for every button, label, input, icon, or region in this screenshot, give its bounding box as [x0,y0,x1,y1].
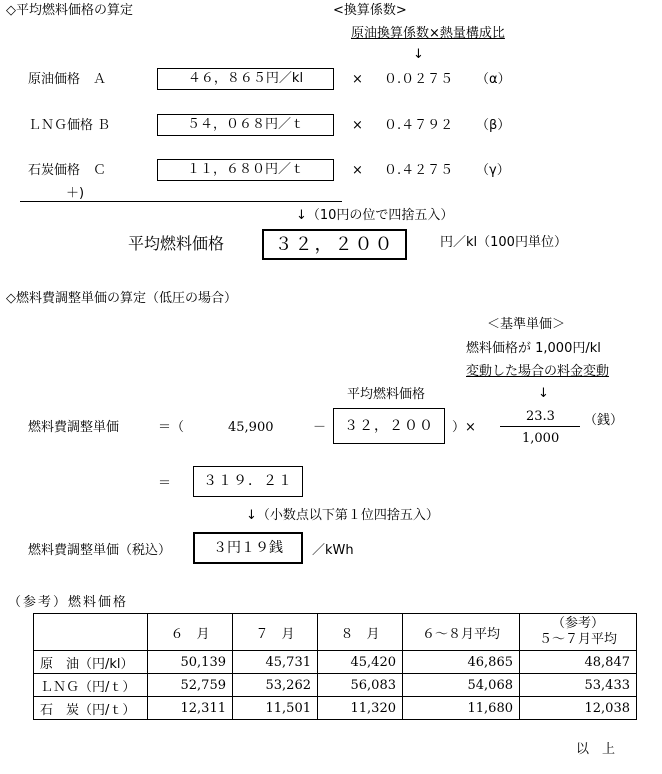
table-cell: 45,420 [318,651,403,674]
crude-price-label: 原油価格 Ａ [28,72,107,87]
average-fuel-price-unit: 円／kl（100円単位） [440,235,567,250]
reference-title: （参考）燃料価格 [8,595,129,610]
kwh-unit: ／kWh [312,543,354,558]
gamma-label: （γ） [476,163,510,178]
row-label: 原 油（円/kl） [34,651,148,674]
table-cell: 11,680 [403,697,520,720]
lng-price-label: ＬＮＧ価格 Ｂ [28,118,111,133]
down-arrow-icon: ↓ [413,47,424,62]
header-may-jul-label: ５～７月平均 [538,632,617,647]
lng-price-value: ５４，０６８円／ｔ [157,114,334,136]
basis-line1: 燃料価格が 1,000円/kl [466,341,601,356]
table-cell: 52,759 [148,674,233,697]
basis-header: ＜基準単価＞ [487,317,566,332]
table-cell: 45,731 [233,651,318,674]
equals-sign: ＝ [158,476,172,491]
closing-text: 以 上 [576,742,616,757]
minus-sign: － [313,420,327,435]
table-row [34,651,637,674]
fraction-bar [500,426,580,427]
average-fuel-price-box: ３２，２００ [333,408,445,444]
header-empty [34,614,148,651]
table-row [34,674,637,697]
crude-price-value: ４６，８６５円／kl [157,68,334,90]
table-cell: 12,038 [520,697,637,720]
fraction-denominator: 1,000 [522,431,560,446]
tax-included-result: ３円１９銭 [193,532,303,564]
section1-heading: ◇平均燃料価格の算定 [6,3,133,18]
row-label: 石 炭（円/ｔ） [34,697,148,720]
coal-price-label: 石炭価格 Ｃ [28,163,107,178]
times-sign: × [352,163,363,178]
header-may-jul-average [520,614,637,651]
coal-price-value: １１，６８０円／ｔ [157,159,334,181]
table-cell: 12,311 [148,697,233,720]
decimal-rounding-note: ↓（小数点以下第１位四捨五入） [246,508,439,523]
table-cell: 48,847 [520,651,637,674]
fraction-numerator: 23.3 [526,409,555,424]
header-july: ７ 月 [233,614,318,651]
tax-included-label: 燃料費調整単価（税込） [28,543,172,558]
table-cell: 53,262 [233,674,318,697]
crude-coefficient: ０.０２７５ [384,72,454,87]
equals-open-paren: ＝（ [158,420,185,435]
table-cell: 46,865 [403,651,520,674]
table-cell: 54,068 [403,674,520,697]
average-fuel-price-value: ３２，２００ [262,229,407,260]
table-cell: 56,083 [318,674,403,697]
average-fuel-price-label: 平均燃料価格 [128,234,225,253]
adjustment-result-value: ３１９．２１ [193,466,303,497]
table-cell: 50,139 [148,651,233,674]
reference-fuel-price-table [33,613,637,720]
times-sign: × [352,118,363,133]
avg-fuel-price-caption: 平均燃料価格 [347,387,426,402]
conversion-header: <換算係数> [333,3,407,18]
times-sign: × [352,72,363,87]
row-label: ＬＮＧ（円/ｔ） [34,674,148,697]
base-fuel-price: 45,900 [228,420,274,435]
header-june: ６ 月 [148,614,233,651]
table-cell: 11,320 [318,697,403,720]
lng-coefficient: ０.４７９２ [384,118,454,133]
fuel-adjustment-unit-label: 燃料費調整単価 [28,420,120,435]
table-cell: 53,433 [520,674,637,697]
plus-sign: ＋) [66,186,85,201]
header-jun-aug-average: ６～８月平均 [403,614,520,651]
header-reference-note: （参考） [551,616,604,632]
beta-label: （β） [476,118,511,133]
table-cell: 11,501 [233,697,318,720]
down-arrow-icon: ↓ [538,386,549,401]
sen-unit: （銭） [584,413,624,428]
section2-heading: ◇燃料費調整単価の算定（低圧の場合） [6,291,237,306]
sum-line [20,201,342,202]
conversion-subheader: 原油換算係数×熱量構成比 [351,26,505,41]
alpha-label: （α） [476,72,511,87]
table-row [34,697,637,720]
header-august: ８ 月 [318,614,403,651]
basis-line2: 変動した場合の料金変動 [466,364,610,379]
rounding-note: ↓（10円の位で四捨五入） [296,208,454,223]
coal-coefficient: ０.４２７５ [384,163,454,178]
close-paren-times: ）× [452,420,476,435]
